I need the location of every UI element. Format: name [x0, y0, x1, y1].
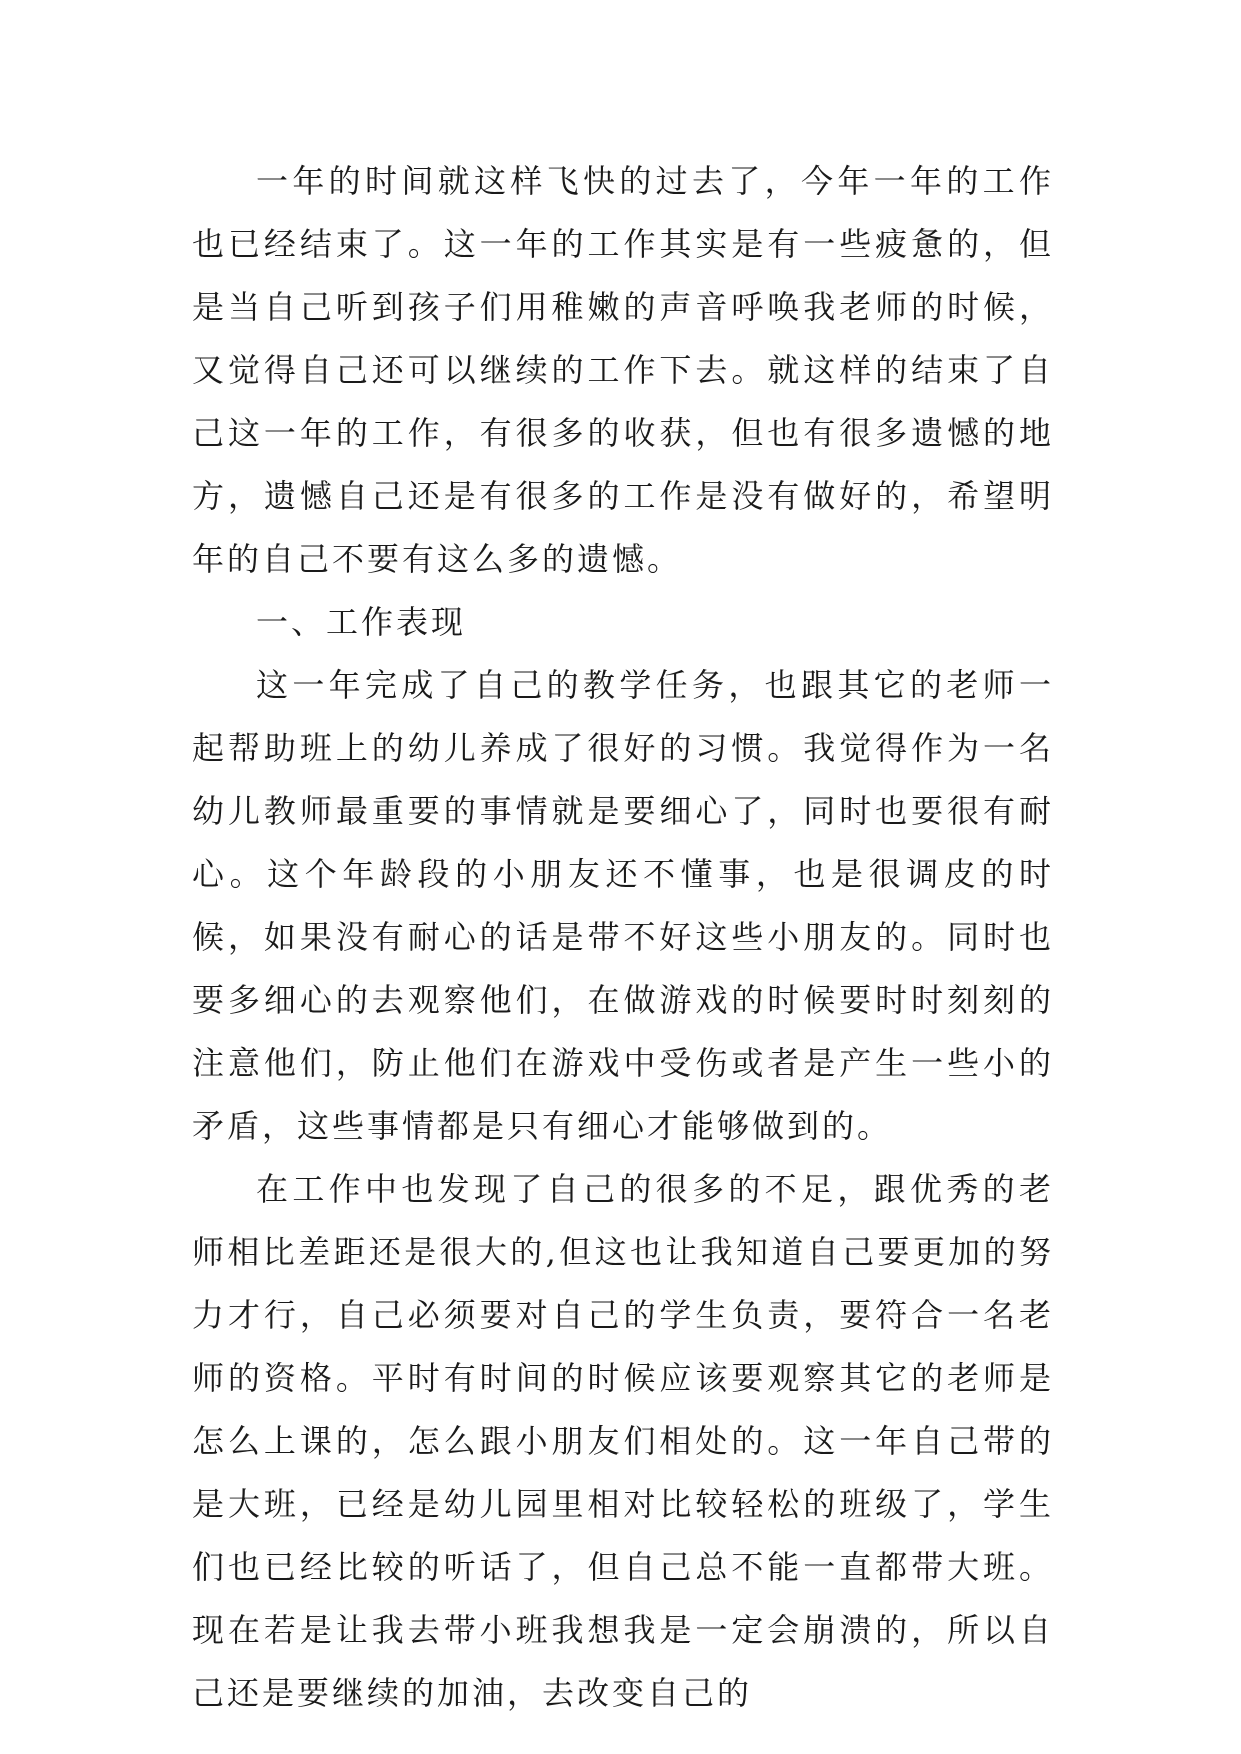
- paragraph-work-performance: 这一年完成了自己的教学任务，也跟其它的老师一起帮助班上的幼儿养成了很好的习惯。我觉得作为一名幼儿教师最重要的事情就是要细心了，同时也要很有耐心。这个年龄段的小朋友还不懂事，也是很调皮的时候，如果没有耐心的话是带不好这些小朋友的。同时也要多细心的去观察他们，在做游戏的时候要时时刻刻的注意他们，防止他们在游戏中受伤或者是产生一些小的矛盾，这些事情都是只有细心才能够做到的。: [192, 666, 1054, 1145]
- paragraph-intro: 一年的时间就这样飞快的过去了，今年一年的工作也已经结束了。这一年的工作其实是有一些疲惫的，但是当自己听到孩子们用稚嫩的声音呼唤我老师的时候，又觉得自己还可以继续的工作下去。就这样的结束了自己这一年的工作，有很多的收获，但也有很多遗憾的地方，遗憾自己还是有很多的工作是没有做好的，希望明年的自己不要有这么多的遗憾。: [192, 162, 1054, 578]
- section-heading-work-performance: 一、工作表现: [256, 603, 467, 641]
- paragraph-shortcomings: 在工作中也发现了自己的很多的不足，跟优秀的老师相比差距还是很大的,但这也让我知道自己要更加的努力才行，自己必须要对自己的学生负责，要符合一名老师的资格。平时有时间的时候应该要观察其它的老师是怎么上课的，怎么跟小朋友们相处的。这一年自己带的是大班，已经是幼儿园里相对比较轻松的班级了，学生们也已经比较的听话了，但自己总不能一直都带大班。现在若是让我去带小班我想我是一定会崩溃的，所以自己还是要继续的加油，去改变自己的: [192, 1170, 1054, 1712]
- document-body: [192, 150, 1054, 1725]
